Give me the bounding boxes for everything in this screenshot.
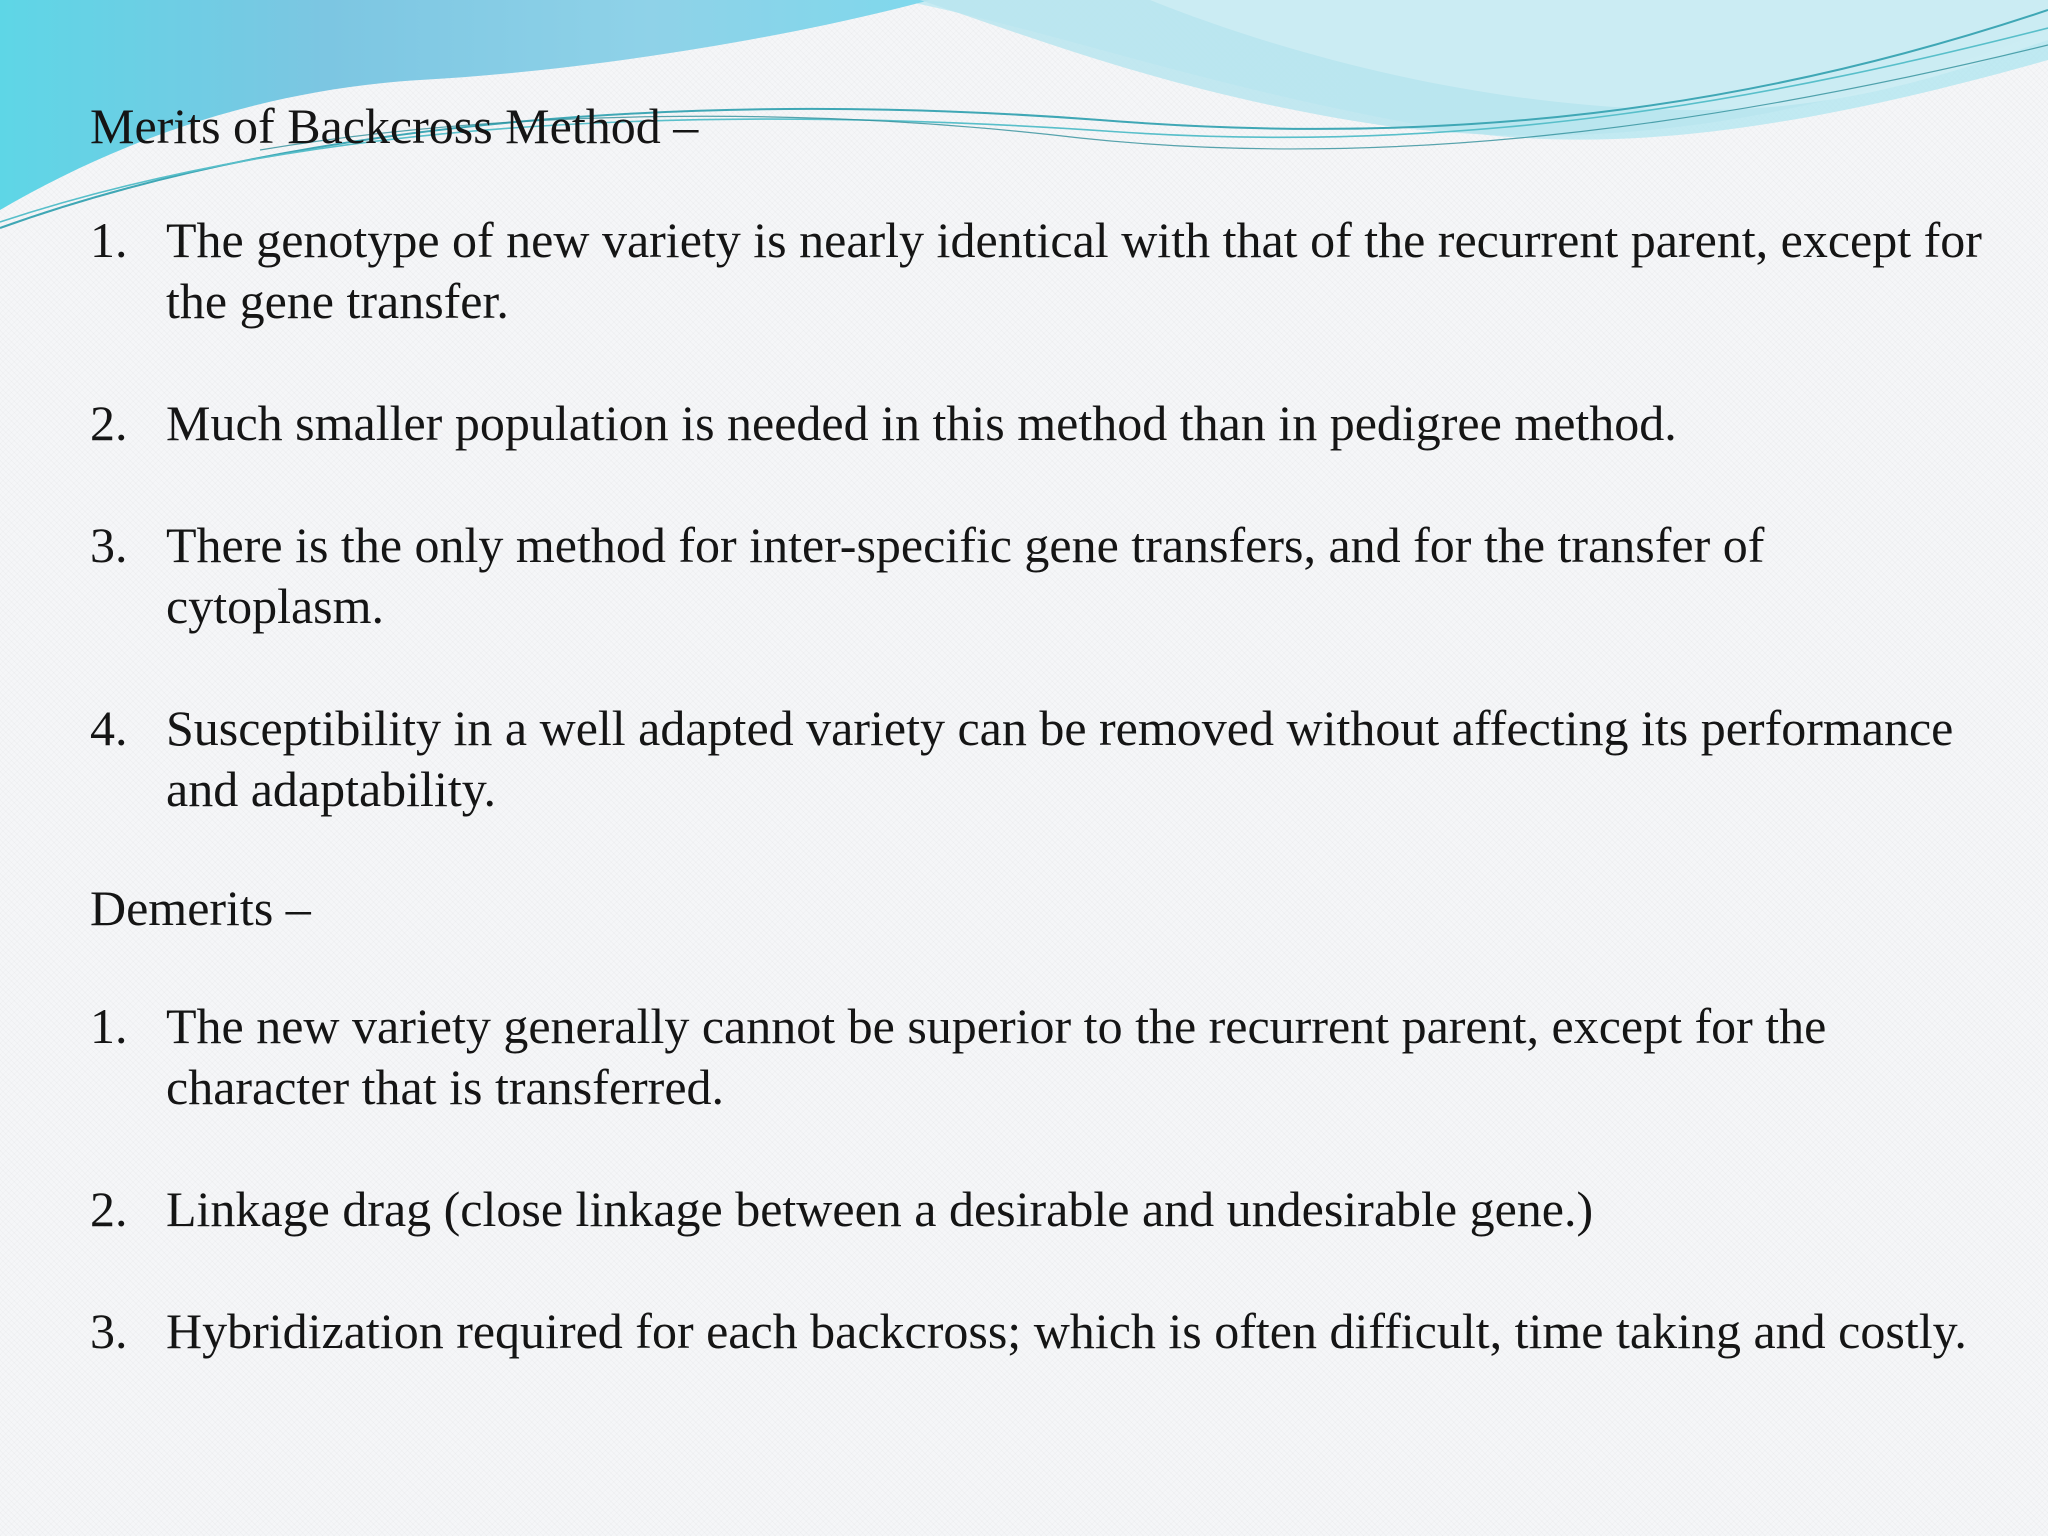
list-item-number: 1. (90, 212, 128, 268)
list-item-text: The new variety generally cannot be superior to the recurrent parent, except for the character that is transferred. (166, 998, 1827, 1115)
list-item (90, 515, 1990, 637)
list-item-text: There is the only method for inter-specific gene transfers, and for the transfer of cytoplasm. (166, 517, 1765, 634)
merits-heading: Merits of Backcross Method – (90, 98, 699, 154)
list-item (90, 1301, 1990, 1362)
list-item-number: 3. (90, 517, 128, 573)
list-item-text: Susceptibility in a well adapted variety can be removed without affecting its performance and adaptability. (166, 700, 1954, 817)
list-item-number: 2. (90, 395, 128, 451)
demerits-heading: Demerits – (90, 880, 311, 936)
merits-list (90, 210, 1990, 820)
list-item (90, 210, 1990, 332)
list-item-number: 4. (90, 700, 128, 756)
list-item (90, 996, 1990, 1118)
list-item-text: The genotype of new variety is nearly identical with that of the recurrent parent, except for the gene transfer. (166, 212, 1982, 329)
list-item-text: Hybridization required for each backcross; which is often difficult, time taking and costly. (166, 1303, 1967, 1359)
demerits-list (90, 996, 1990, 1362)
list-item-number: 1. (90, 998, 128, 1054)
list-item (90, 393, 1990, 454)
list-item-number: 3. (90, 1303, 128, 1359)
list-item-number: 2. (90, 1181, 128, 1237)
list-item-text: Much smaller population is needed in this method than in pedigree method. (166, 395, 1677, 451)
list-item-text: Linkage drag (close linkage between a desirable and undesirable gene.) (166, 1181, 1594, 1237)
list-item (90, 1179, 1990, 1240)
list-item (90, 698, 1990, 820)
slide-content (90, 90, 1990, 1362)
